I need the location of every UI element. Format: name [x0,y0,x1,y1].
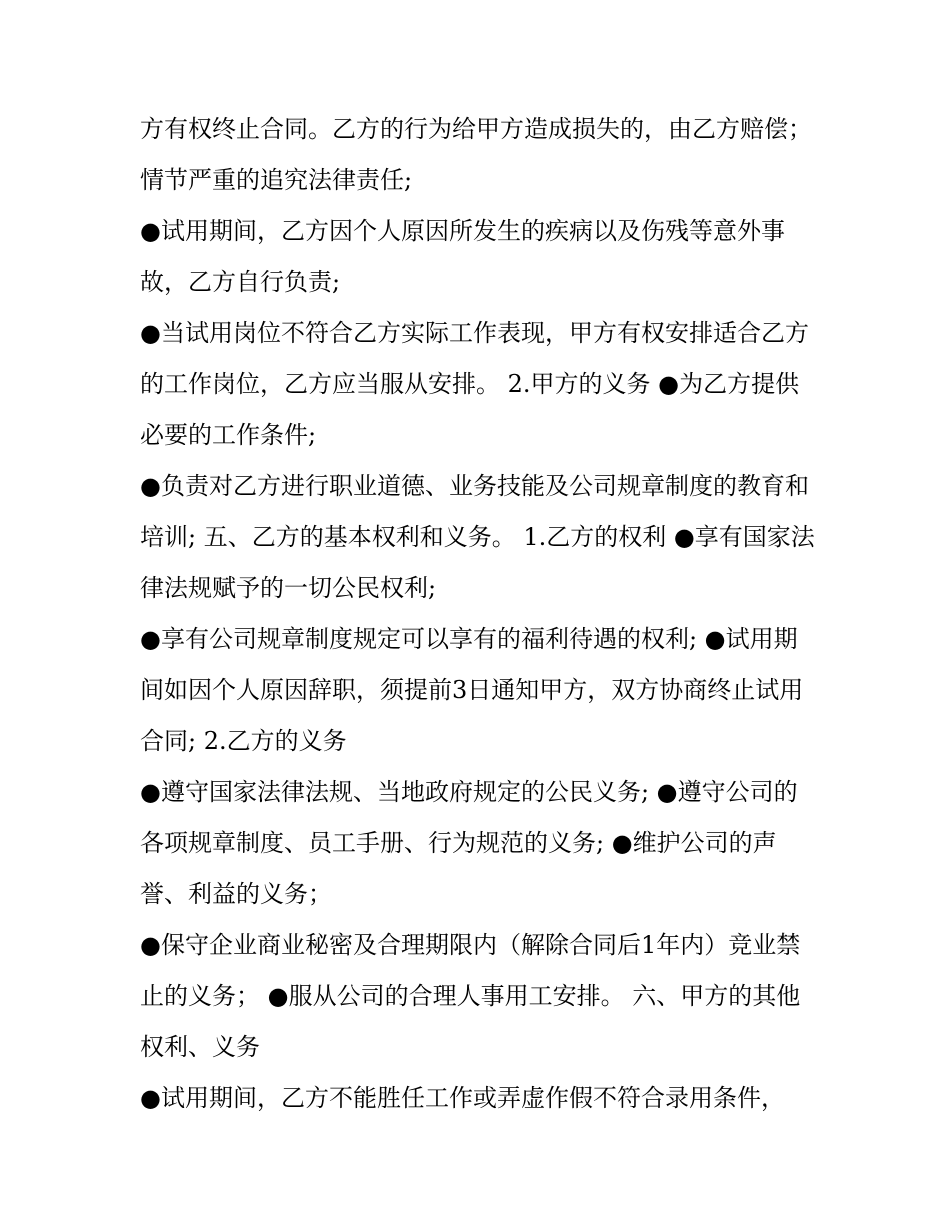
paragraph-7: ●保守企业商业秘密及合理期限内（解除合同后1年内）竞业禁止的义务； ●服从公司的合理人事用工安排。 六、甲方的其他权利、义务 [140,931,801,1061]
paragraph-5: ●享有公司规章制度规定可以享有的福利待遇的权利; ●试用期间如因个人原因辞职，须提前3日通知甲方，双方协商终止试用合同; 2.乙方的义务 [140,625,804,755]
paragraph-8: ●试用期间，乙方不能胜任工作或弄虚作假不符合录用条件， [140,1084,785,1112]
paragraph-3: ●当试用岗位不符合乙方实际工作表现，甲方有权安排适合乙方的工作岗位，乙方应当服从安排。 2.甲方的义务 ●为乙方提供必要的工作条件; [140,319,809,449]
paragraph-2: ●试用期间，乙方因个人原因所发生的疾病以及伤残等意外事故，乙方自行负责; [140,217,785,296]
paragraph-4: ●负责对乙方进行职业道德、业务技能及公司规章制度的教育和培训; 五、乙方的基本权利和义务。 1.乙方的权利 ●享有国家法律法规赋予的一切公民权利; [140,472,815,602]
document-body [140,104,820,1124]
paragraph-1: 方有权终止合同。乙方的行为给甲方造成损失的，由乙方赔偿；情节严重的追究法律责任; [140,115,812,194]
paragraph-6: ●遵守国家法律法规、当地政府规定的公民义务; ●遵守公司的各项规章制度、员工手册、行为规范的义务; ●维护公司的声誉、利益的义务； [140,778,798,908]
